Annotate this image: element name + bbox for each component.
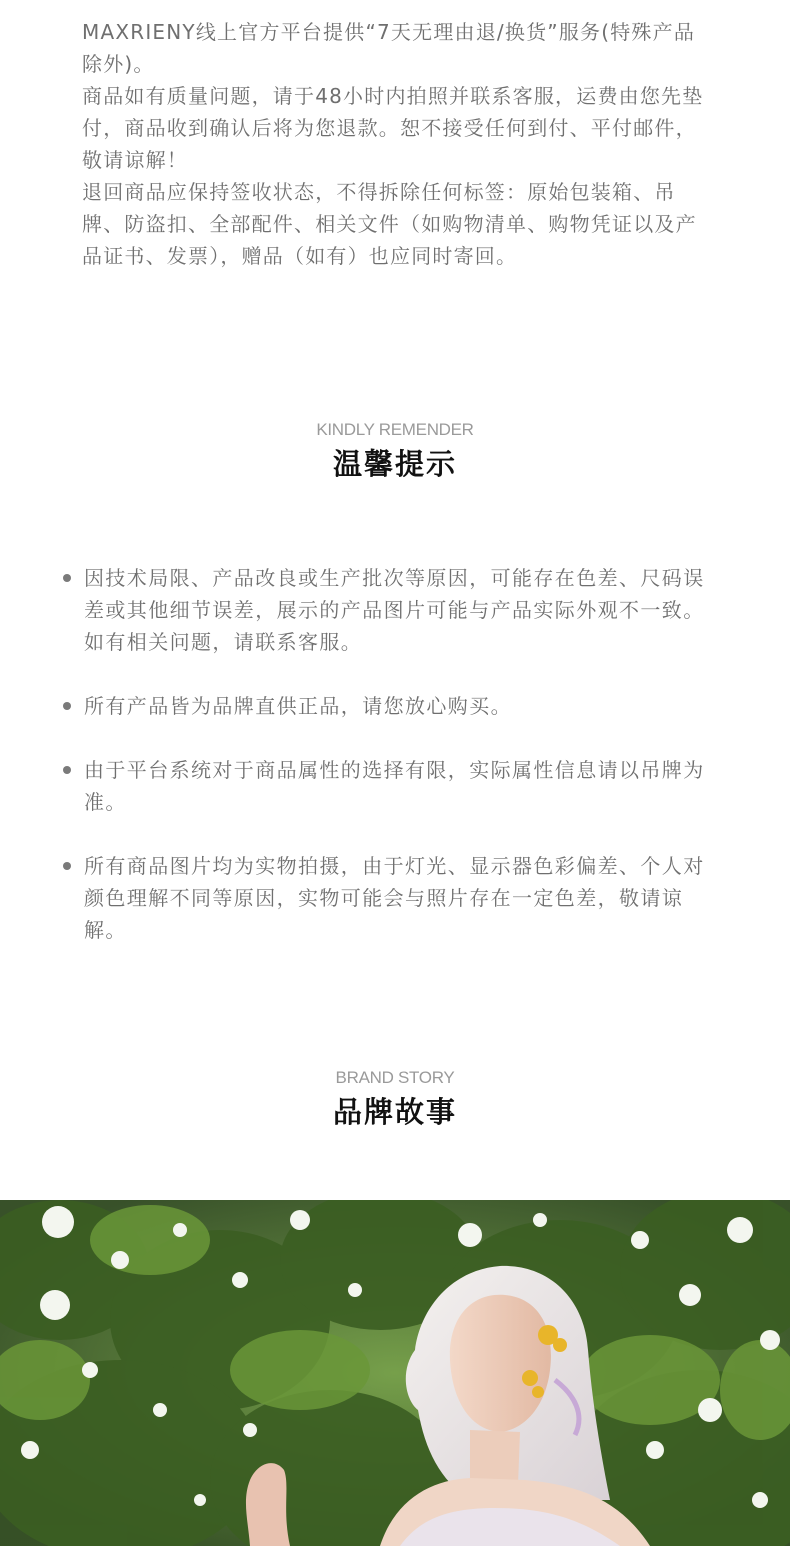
brand-story-heading-en: BRAND STORY <box>335 1068 455 1087</box>
reminder-heading-zh: 温馨提示 <box>332 447 457 481</box>
garden-portrait-image <box>0 1200 790 1546</box>
reminder-list <box>60 562 720 978</box>
reminder-heading <box>0 420 790 484</box>
bullet-icon <box>63 574 71 582</box>
return-policy <box>82 16 712 272</box>
bullet-icon <box>63 766 71 774</box>
reminder-heading-en: KINDLY REMENDER <box>316 420 474 439</box>
policy-paragraph: 商品如有质量问题，请于48小时内拍照并联系客服，运费由您先垫付，商品收到确认后将为您退款。恕不接受任何到付、平付邮件，敬请谅解！ <box>82 84 704 172</box>
policy-paragraph: MAXRIENY线上官方平台提供“7天无理由退/换货”服务(特殊产品除外)。 <box>82 20 696 76</box>
list-item <box>60 850 720 946</box>
policy-paragraph: 退回商品应保持签收状态，不得拆除任何标签：原始包装箱、吊牌、防盗扣、全部配件、相关文件（如购物清单、购物凭证以及产品证书、发票），赠品（如有）也应同时寄回。 <box>82 180 697 268</box>
bullet-icon <box>63 702 71 710</box>
brand-story-heading-zh: 品牌故事 <box>332 1095 457 1129</box>
list-item-text: 因技术局限、产品改良或生产批次等原因，可能存在色差、尺码误差或其他细节误差，展示的产品图片可能与产品实际外观不一致。如有相关问题，请联系客服。 <box>84 566 705 654</box>
list-item-text: 所有产品皆为品牌直供正品，请您放心购买。 <box>84 694 512 718</box>
bullet-icon <box>63 862 71 870</box>
brand-story-photo <box>0 1200 790 1546</box>
list-item <box>60 690 720 722</box>
list-item <box>60 754 720 818</box>
list-item <box>60 562 720 658</box>
list-item-text: 由于平台系统对于商品属性的选择有限，实际属性信息请以吊牌为准。 <box>84 758 705 814</box>
brand-story-heading <box>0 1068 790 1132</box>
list-item-text: 所有商品图片均为实物拍摄，由于灯光、显示器色彩偏差、个人对颜色理解不同等原因，实物可能会与照片存在一定色差，敬请谅解。 <box>84 854 705 942</box>
